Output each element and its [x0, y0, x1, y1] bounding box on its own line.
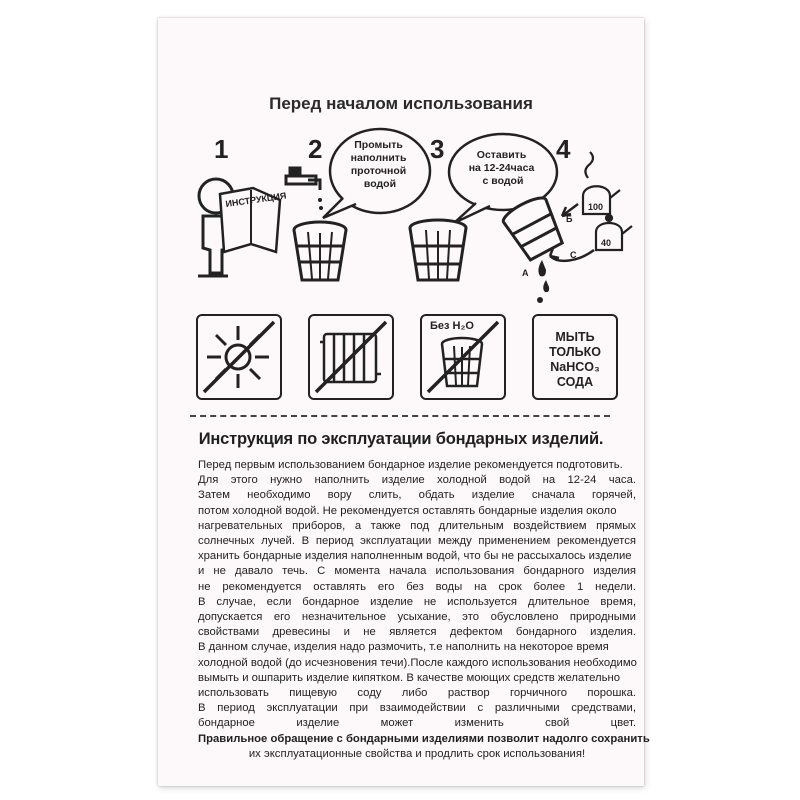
bubble-3-line-2: на 12-24часа — [468, 162, 535, 174]
body-line: и не давало течь. С момента начала использования бондарного изделия — [198, 565, 636, 578]
body-line: Затем необходимо вору слить, обдать изделие сначала горячей, — [198, 489, 636, 502]
body-line: В случае, если бондарное изделие не используется длительное время, — [198, 595, 636, 608]
instruction-sheet — [158, 18, 650, 786]
label-b: Б — [566, 214, 573, 224]
no-radiator-warning — [308, 314, 394, 400]
kettle-40-icon — [596, 215, 632, 250]
bubble-3-line-1: Оставить — [476, 149, 527, 161]
kettle-100-icon — [583, 152, 620, 214]
water-drops-icon — [537, 260, 549, 303]
warning-icons-row — [196, 314, 616, 402]
body-line: потом холодной водой. Не рекомендуется оставлять бондарные изделия около — [198, 504, 617, 517]
no-sun-warning — [196, 314, 282, 400]
bubble-2-line-1: Промыть — [354, 139, 403, 151]
label-c: С — [570, 250, 577, 260]
bubble-2-line-2: наполнить — [350, 152, 407, 164]
barrel-icon-step-3 — [410, 220, 466, 280]
no-dry-warning — [420, 314, 506, 400]
body-line: нагревательных приборов, а также под длительным воздействием прямых — [198, 519, 636, 532]
soda-line-1: МЫТЬ — [555, 330, 595, 344]
cut-line-divider — [190, 415, 610, 417]
body-line: холодной водой (до исчезновения течи).После каждого использования необходимо — [198, 656, 637, 669]
body-line: вымыть и ошпарить изделие кипятком. В качестве моющих средств желательно — [198, 671, 620, 684]
bubble-2 — [323, 129, 430, 218]
instructions-body — [198, 458, 650, 762]
body-line: Для этого нужно наполнить изделие холодной водой на 12-24 часа. — [198, 474, 636, 487]
steps-illustration — [158, 18, 644, 318]
step-1-number: 1 — [214, 134, 229, 164]
kettle-100-label: 100 — [588, 202, 604, 212]
no-water-label: Без H₂O — [430, 320, 474, 332]
body-line: Перед первым использованием бондарное изделие рекомендуется подготовить. — [198, 459, 623, 471]
bubble-3-line-3: с водой — [482, 175, 524, 187]
step-2-number: 2 — [308, 134, 323, 164]
bubble-2-line-3: проточной — [350, 165, 407, 177]
body-line: их эксплуатационные свойства и продлить срок использования! — [248, 747, 586, 760]
step-3-number: 3 — [430, 134, 445, 164]
soda-only-notice — [532, 314, 618, 400]
kettle-40-label: 40 — [601, 238, 612, 248]
instructions-title: Инструкция по эксплуатации бондарных изделий. — [198, 430, 604, 448]
step-4-number: 4 — [556, 134, 571, 164]
body-line: не рекомендуется оставлять его без воды на срок более 1 недели. — [198, 580, 636, 593]
body-line: использовать пищевую соду либо раствор горчичного порошка. — [198, 687, 636, 700]
sun-icon — [198, 316, 279, 397]
body-line: В период эксплуатации при взаимодействии с различными средствами, — [198, 702, 636, 715]
body-line: хранить бондарные изделия наполненным водой, что бы не рассыхалось изделие — [198, 550, 632, 563]
body-line: допускается его незначительное усыхание, это обусловлено природными — [198, 611, 636, 624]
soda-notice-text — [534, 330, 616, 390]
body-line: свойствами древесины и не является дефектом бондарного изделия. — [198, 626, 636, 639]
barrel-icon-step-2 — [294, 222, 346, 280]
body-line: В данном случае, изделия надо размочить, т.е наполнить на некоторое время — [198, 641, 609, 654]
radiator-icon — [310, 316, 391, 397]
soda-line-3: NaHCO₃ — [550, 360, 600, 374]
section-title: Перед началом использования — [269, 94, 533, 113]
bubble-2-line-4: водой — [363, 178, 397, 190]
tap-icon — [286, 168, 323, 210]
body-line: Правильное обращение с бондарными изделиями позволит надолго сохранить — [198, 732, 650, 745]
body-line: бондарное изделие может изменить свой цвет. — [198, 717, 636, 730]
booklet-label: ИНСТРУКЦИЯ — [224, 190, 287, 209]
body-line: солнечных лучей. В период эксплуатации между применением рекомендуется — [198, 535, 636, 548]
soda-line-2: ТОЛЬКО — [549, 345, 601, 359]
label-a: А — [522, 268, 529, 278]
soda-line-4: СОДА — [556, 375, 594, 389]
instruction-booklet-icon — [220, 188, 287, 252]
